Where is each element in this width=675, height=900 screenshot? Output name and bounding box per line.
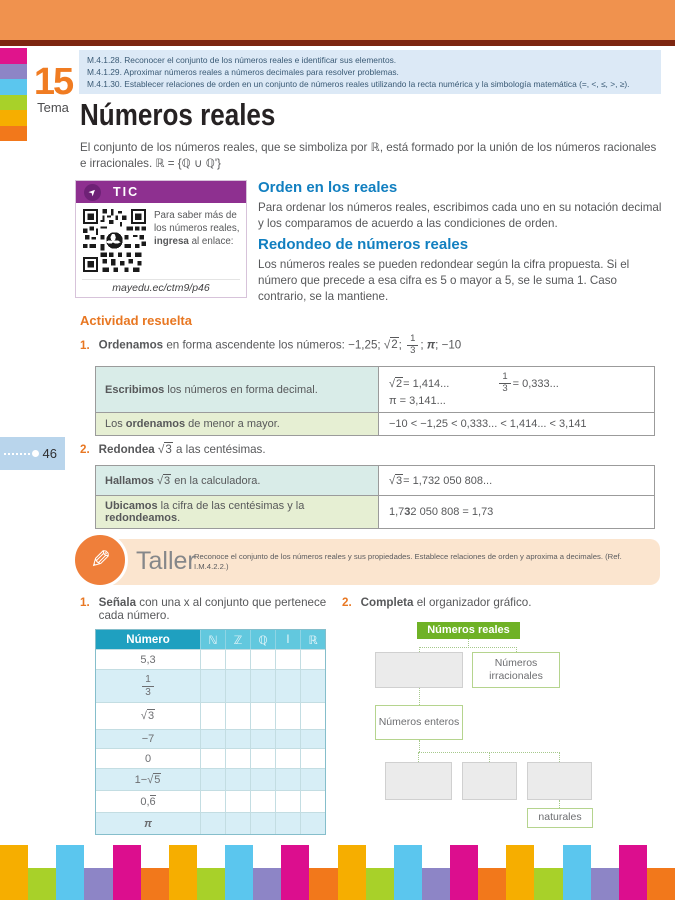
exercise-2-number: 2. — [342, 596, 352, 609]
footer-bar — [591, 868, 619, 900]
page-number: 46 — [42, 446, 57, 461]
footer-bar — [281, 845, 309, 900]
solved-activity-2 — [80, 443, 640, 456]
answer-cell[interactable] — [225, 650, 250, 669]
objective-line: M.4.1.29. Aproximar números reales a números decimales para resolver problemas. — [87, 67, 399, 77]
connector — [489, 752, 490, 762]
organizer-box-irrationals: Números irracionales — [472, 652, 560, 688]
qr-code-icon — [83, 209, 146, 272]
objective-line: M.4.1.28. Reconocer el conjunto de los números reales e identificar sus elementos. — [87, 55, 397, 65]
answer-cell[interactable] — [200, 650, 225, 669]
exercise-1 — [80, 596, 338, 622]
table-row — [96, 729, 325, 748]
tic-box — [75, 180, 247, 298]
table-row — [96, 790, 325, 812]
exercise-1-number: 1. — [80, 596, 90, 609]
connector — [419, 740, 420, 752]
number-cell: −7 — [141, 733, 155, 745]
table-row — [96, 412, 654, 435]
footer-bar — [366, 868, 394, 900]
number-cell: √3 — [140, 710, 155, 722]
footer-bar — [309, 868, 337, 900]
connector — [559, 752, 560, 762]
column-header-irrationals: I — [275, 630, 300, 649]
connector — [419, 647, 517, 648]
step-label-cell: Los ordenamos de menor a mayor. — [96, 413, 379, 435]
solved-activity-1 — [80, 334, 660, 357]
answer-cell[interactable] — [300, 791, 325, 812]
answer-cell[interactable] — [250, 703, 275, 729]
footer-bar — [338, 845, 366, 900]
tema-color-block — [0, 126, 27, 142]
table-row — [96, 669, 325, 702]
answer-cell[interactable] — [275, 730, 300, 748]
number-cell: 0, 6 — [140, 795, 156, 808]
organizer-box-integers: Números enteros — [375, 705, 463, 740]
organizer-blank-rationals[interactable] — [375, 652, 463, 688]
footer-bar — [84, 868, 112, 900]
number-cell: 5,3 — [140, 653, 156, 666]
footer-bar — [197, 868, 225, 900]
answer-cell[interactable] — [300, 769, 325, 790]
answer-cell[interactable] — [300, 650, 325, 669]
table-row — [96, 748, 325, 768]
answer-cell[interactable] — [250, 813, 275, 834]
answer-cell[interactable] — [225, 813, 250, 834]
organizer-blank-1[interactable] — [385, 762, 452, 800]
tema-label: Tema — [37, 100, 69, 115]
fraction-one-third: $\frac{1}{3}$ — [407, 334, 418, 357]
answer-cell[interactable] — [275, 769, 300, 790]
solved-activity-heading: Actividad resuelta — [80, 313, 192, 328]
section-heading-orden: Orden en los reales — [258, 179, 398, 196]
answer-cell[interactable] — [200, 749, 225, 768]
answer-cell[interactable] — [300, 730, 325, 748]
answer-cell[interactable] — [225, 749, 250, 768]
step-label-cell: Escribimos los números en forma decimal. — [96, 367, 379, 412]
step-label-cell: Hallamos √3 en la calculadora. — [96, 466, 379, 495]
sqrt-2-expression: √2 — [383, 338, 398, 352]
section-heading-redondeo: Redondeo de números reales — [258, 236, 469, 253]
tema-color-block — [0, 64, 27, 80]
answer-cell[interactable] — [250, 650, 275, 669]
connector — [419, 688, 420, 705]
exercise-1-statement: Señala con una x al conjunto que pertenece cada número. — [98, 596, 327, 622]
footer-bar — [534, 868, 562, 900]
page-number-tab — [0, 437, 65, 470]
tic-header — [76, 181, 246, 203]
answer-cell[interactable] — [200, 769, 225, 790]
taller-description: Reconoce el conjunto de los números reales y sus propiedades. Establece relaciones de orden y aproxima a decimales. (Ref. I.M.4.2.2.) — [194, 551, 622, 571]
rounded-value: 1,732 050 808 = 1,73 — [389, 506, 494, 518]
organizer-root-reales: Números reales — [417, 622, 520, 639]
intro-paragraph: El conjunto de los números reales, que se simboliza por ℝ, está formado por la unión de los números racionales e irracionales. ℝ = {ℚ ∪ ℚ'} — [80, 141, 657, 171]
worked-table-rounding — [95, 465, 655, 529]
sqrt-2-decimal: √2 = 1,414... — [389, 377, 450, 390]
column-header-numero: Número — [96, 630, 200, 649]
table-row — [96, 495, 654, 528]
step-value-cell — [379, 496, 654, 528]
answer-cell[interactable] — [225, 730, 250, 748]
footer-bar — [647, 868, 675, 900]
footer-bar — [28, 868, 56, 900]
tema-number: 15 — [33, 61, 73, 103]
one-third-decimal: $\frac{1}{3}$ = 0,333... — [497, 372, 558, 395]
organizer-blank-3[interactable] — [527, 762, 592, 800]
section-body-orden: Para ordenar los números reales, escribimos cada uno en su notación decimal y los comparamos de acuerdo a las condiciones de orden. — [258, 201, 662, 231]
connector — [418, 752, 419, 762]
sqrt-3-expression: √3 — [157, 443, 172, 456]
section-body-redondeo: Los números reales se pueden redondear según la cifra propuesta. Si el número que precede a esa cifra es 5 o mayor a 5, se le suma 1. Caso contrario, se la mantiene. — [258, 258, 630, 304]
footer-bar — [169, 845, 197, 900]
column-header-rationals: ℚ — [250, 630, 275, 649]
activity-1-number: 1. — [80, 338, 90, 352]
answer-cell[interactable] — [250, 749, 275, 768]
column-header-integers: ℤ — [225, 630, 250, 649]
answer-cell[interactable] — [275, 791, 300, 812]
answer-cell[interactable] — [275, 749, 300, 768]
tema-color-blocks — [0, 48, 27, 141]
footer-bar — [253, 868, 281, 900]
dotted-leader — [4, 453, 30, 455]
table-row — [96, 466, 654, 495]
pi-decimal: π = 3,141... — [389, 394, 446, 407]
exercise-2 — [342, 596, 662, 609]
footer-bar — [563, 845, 591, 900]
tic-text: Para saber más de los números reales, ingresa al enlace: — [154, 210, 240, 247]
page-title: Números reales — [80, 97, 276, 132]
header-rule — [0, 40, 675, 46]
pencil-icon: ✎ — [72, 532, 128, 588]
number-classification-table — [95, 629, 326, 835]
footer-bar — [619, 845, 647, 900]
footer-bars — [0, 845, 675, 900]
answer-cell[interactable] — [200, 730, 225, 748]
tema-color-block — [0, 110, 27, 126]
footer-bar — [422, 868, 450, 900]
taller-label: Taller — [136, 547, 196, 575]
activity-2-statement: Redondea √3 a las centésimas. — [98, 443, 266, 456]
answer-cell[interactable] — [275, 670, 300, 702]
tic-title: TIC — [113, 185, 140, 199]
tic-body — [76, 203, 246, 297]
cursor-icon: ➤ — [84, 184, 101, 201]
answer-cell[interactable] — [250, 670, 275, 702]
header-band — [0, 0, 675, 40]
answer-cell[interactable] — [225, 703, 250, 729]
ordered-inequality: −10 < −1,25 < 0,333... < 1,414... < 3,141 — [389, 418, 587, 430]
dot-marker — [32, 450, 39, 457]
answer-cell[interactable] — [200, 670, 225, 702]
exercise-2-statement: Completa el organizador gráfico. — [360, 596, 532, 609]
tema-color-block — [0, 95, 27, 111]
table-row — [96, 768, 325, 790]
answer-cell[interactable] — [225, 791, 250, 812]
footer-bar — [0, 845, 28, 900]
table-row — [96, 702, 325, 729]
number-cell: 0 — [144, 752, 152, 765]
table-row — [96, 812, 325, 834]
answer-cell[interactable] — [250, 791, 275, 812]
column-header-naturals: ℕ — [200, 630, 225, 649]
answer-cell[interactable] — [300, 749, 325, 768]
number-cell: 1− √5 — [134, 773, 161, 786]
answer-cell[interactable] — [200, 813, 225, 834]
answer-cell[interactable] — [250, 730, 275, 748]
answer-cell[interactable] — [275, 703, 300, 729]
number-cell: π — [144, 817, 152, 830]
tic-link[interactable]: mayedu.ec/ctm9/p46 — [82, 279, 240, 294]
footer-bar — [394, 845, 422, 900]
step-value-cell — [379, 466, 654, 495]
footer-bar — [225, 845, 253, 900]
table-row — [96, 649, 325, 669]
answer-cell[interactable] — [300, 813, 325, 834]
footer-bar — [478, 868, 506, 900]
answer-cell[interactable] — [275, 813, 300, 834]
table-row — [96, 367, 654, 412]
footer-bar — [506, 845, 534, 900]
objective-line: M.4.1.30. Establecer relaciones de orden en un conjunto de números reales utilizando la recta numérica y la simbología matemática (=, <, ≤, >, ≥). — [87, 79, 630, 89]
curriculum-objectives — [77, 50, 661, 94]
footer-bar — [141, 868, 169, 900]
answer-cell[interactable] — [225, 670, 250, 702]
activity-1-statement: Ordenamos en forma ascendente los números: −1,25; √2; $\frac{1}{3}$ ; π; −10 — [98, 333, 462, 356]
footer-bar — [56, 845, 84, 900]
organizer-blank-2[interactable] — [462, 762, 517, 800]
answer-cell[interactable] — [200, 703, 225, 729]
worked-table-order — [95, 366, 655, 436]
step-value-cell — [379, 367, 654, 412]
tema-color-block — [0, 48, 27, 64]
tema-color-block — [0, 79, 27, 95]
answer-cell[interactable] — [225, 769, 250, 790]
step-label-cell: Ubicamos la cifra de las centésimas y la redondeamos. — [96, 496, 379, 528]
answer-cell[interactable] — [275, 650, 300, 669]
answer-cell[interactable] — [300, 670, 325, 702]
connector — [559, 800, 560, 808]
answer-cell[interactable] — [300, 703, 325, 729]
tema-badge — [27, 48, 79, 141]
organizer-box-naturals: naturales — [527, 808, 593, 828]
sqrt-3-decimal: √3 = 1,732 050 808... — [389, 474, 493, 487]
column-header-reals: ℝ — [300, 630, 325, 649]
answer-cell[interactable] — [200, 791, 225, 812]
number-cell: $\frac{1}{3}$ — [96, 670, 200, 702]
table-header-row — [96, 630, 325, 649]
taller-banner — [100, 539, 660, 585]
activity-2-number: 2. — [80, 443, 90, 456]
footer-bar — [450, 845, 478, 900]
answer-cell[interactable] — [250, 769, 275, 790]
step-value-cell — [379, 413, 654, 435]
footer-bar — [113, 845, 141, 900]
